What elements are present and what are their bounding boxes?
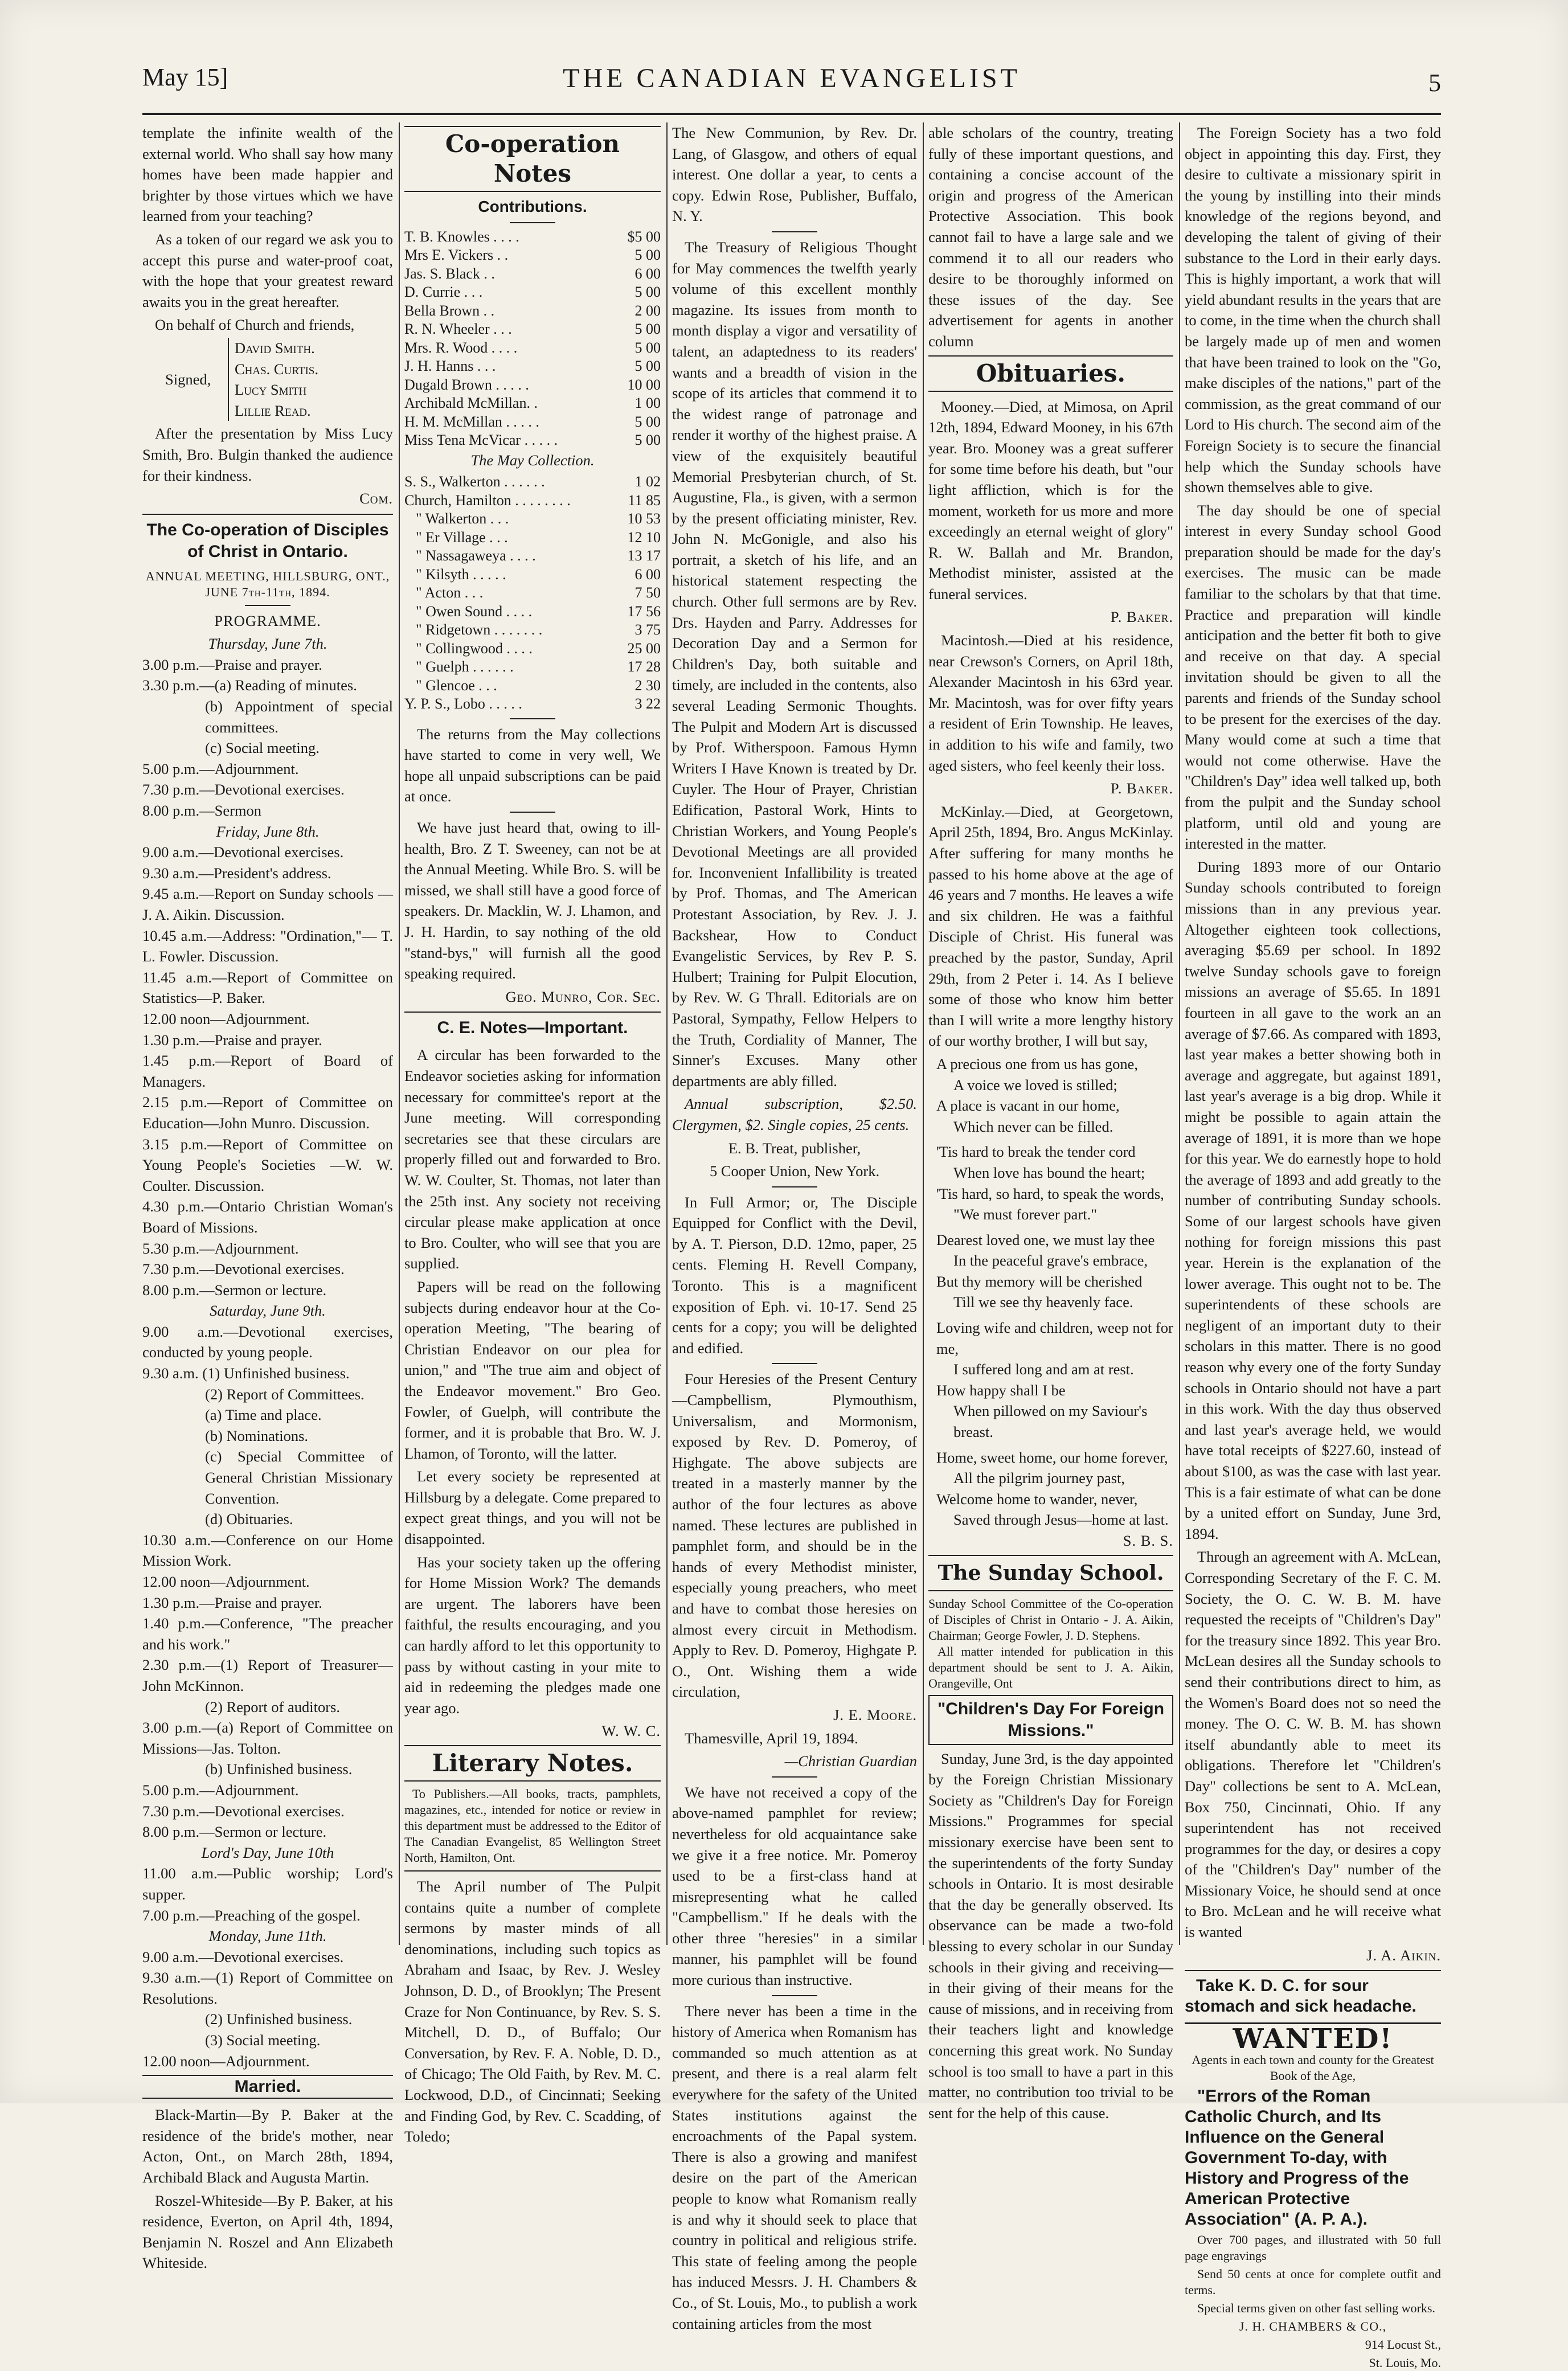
programme-item: (2) Report of Committees. [205,1385,365,1403]
signature: Geo. Munro, Cor. Sec. [505,988,661,1005]
table-row [404,473,661,492]
name-cell: " Glencoe . . . [416,677,497,694]
amount-cell: 5 00 [634,358,661,375]
table-row [404,376,661,395]
programme-item: (b) Nominations. [205,1427,309,1444]
day-heading: Monday, June 11th. [208,1927,327,1945]
amount-cell: 11 85 [628,492,661,509]
programme-item: (c) Social meeting. [205,739,320,757]
programme-item: 9.00 a.m.—Devotional exercises, conducted by young people. [142,1322,393,1361]
programme-item: 7.30 p.m.—Devotional exercises. [142,781,345,798]
signature: W. W. C. [601,1722,661,1740]
page-number: 5 [1428,69,1441,97]
amount-cell: 7 50 [634,584,661,601]
paragraph: Roszel-Whiteside—By P. Baker, at his residence, Everton, on April 4th, 1894, Benjamin N. Roszel and Ann Elizabeth Whiteside. [142,2192,393,2272]
page-header [142,63,1441,108]
paragraph: Mooney.—Died, at Mimosa, on April 12th, 1894, Edward Mooney, in his 67th year. Bro. Mooney was a great sufferer for some time before his death, but "our light affliction, which is for the moment, worketh for us more and more exceedingly an eternal weight of glory" R. W. Ballah and Mr. Brandon, Methodist minister, assisted at the funeral services. [928,398,1173,603]
kdc-ad: Take K. D. C. for sour stomach and sick headache. [1185,1976,1416,2016]
signer: Chas. Curtis. [235,360,318,378]
rule [510,812,555,813]
name-cell: " Kilsyth . . . . . [416,566,506,583]
table-row [404,640,661,658]
name-cell: " Acton . . . [416,584,484,601]
programme-item: 8.00 p.m.—Sermon or lecture. [142,1823,327,1841]
programme-item: 2.30 p.m.—(1) Report of Treasurer— John McKinnon. [142,1656,393,1694]
contributions-table [404,228,661,450]
poem-line: Home, sweet home, our home forever, [936,1448,1168,1466]
name-cell: J. H. Hanns . . . [404,358,496,375]
name-cell: " Nassagaweya . . . . [416,547,536,564]
paragraph: Through an agreement with A. McLean, Corresponding Secretary of the F. C. M. Society, the O. C. W. B. M. have requested the receipts of "Children's Day" for the treasury since 1892. This year Bro. McLean desires all the Sunday schools to send their contributions direct to him, as the Women's Board does not so need the money. The O. C. W. B. M. has shown itself abundantly able to meet its obligations. Therefore let "Children's Day" collections be sent to A. McLean, Box 750, Cincinnati, Ohio. If any superintendent has not received programmes for the day, or desires a copy of the "Children's Day" number of the Missionary Voice, he should send at once to Bro. McLean and he will receive what is wanted [1185,1548,1441,1941]
paragraph: The day should be one of special interest in every Sunday school Good preparation should be made for the day's exercises. The music can be made familiar to the scholars by that that time. Practice and preparation will kindle anticipation and the better fit both to give and receive on that day. A special invitation should be given to all the parents and friends of the Sunday school to be present for the exercises of the day. Many would come at such a time that would not come otherwise. Have the "Children's Day" idea well talked up, both from the pulpit and the Sunday school platform, until old and young are interested in the matter. [1185,501,1441,853]
programme-item: 3.15 p.m.—Report of Committee on Young People's Societies —W. W. Coulter. Discussion. [142,1135,393,1194]
amount-cell: 17 28 [627,658,661,675]
name-cell: D. Currie . . . [404,284,483,301]
name-cell: Y. P. S., Lobo . . . . . [404,695,522,712]
programme-item: 9.30 a.m. (1) Unfinished business. [142,1365,350,1382]
sub-heading: The May Collection. [470,451,595,469]
programme-item: 7.00 p.m.—Preaching of the gospel. [142,1906,361,1924]
programme-item: 9.00 a.m.—Devotional exercises. [142,1948,344,1965]
programme-item: 10.30 a.m.—Conference on our Home Mission Work. [142,1531,393,1570]
poem-line: How happy shall I be [936,1381,1066,1399]
programme-item: 1.45 p.m.—Report of Board of Managers. [142,1052,393,1090]
column-1 [142,122,393,2272]
paragraph: Black-Martin—By P. Baker at the residence of the bride's mother, near Acton, Ont., on March 28th, 1894, Archibald Black and Augusta Martin. [142,2106,393,2186]
programme-item: 9.00 a.m.—Devotional exercises. [142,843,344,861]
poem-line: When love has bound the heart; [953,1164,1145,1181]
amount-cell: 5 00 [634,284,661,301]
amount-cell: 5 00 [634,321,661,338]
name-cell: Mrs E. Vickers . . [404,247,509,264]
amount-cell: 2 30 [634,677,661,694]
programme-item: (2) Report of auditors. [205,1698,340,1715]
programme-item: 5.00 p.m.—Adjournment. [142,1781,299,1799]
amount-cell: 5 00 [634,339,661,356]
signature: P. Baker. [1110,608,1173,626]
programme-item: 8.00 p.m.—Sermon or lecture. [142,1281,327,1299]
table-row [404,529,661,547]
column-divider [666,122,668,1945]
table-row [404,603,661,621]
poem-line: A precious one from us has gone, [936,1055,1138,1072]
table-row [404,566,661,584]
source: —Christian Guardian [784,1752,917,1770]
committee-text: Sunday School Committee of the Co-operation of Disciples of Christ in Ontario - J. A. Aikin, Chairman; George Fowler, J. D. Stephens. [928,1596,1173,1643]
table-row [404,621,661,640]
rule [772,1776,817,1778]
poem-line: Welcome home to wander, never, [936,1490,1138,1508]
paragraph: A circular has been forwarded to the Endeavor societies asking for information necessary for committee's report at the June meeting. Will corresponding secretaries see that these circulars are properly filled out and forwarded to Bro. W. W. Coulter, St. Thomas, not later than the 25th inst. Any society not receiving circular please make application at once to Bro. Coulter, who will see that you are supplied. [404,1046,661,1272]
signer: David Smith. [235,339,315,357]
place-date: Thamesville, April 19, 1894. [685,1729,858,1747]
ad-line: Over 700 pages, and illustrated with 50 full page engravings [1185,2232,1441,2263]
programme-item: 12.00 noon—Adjournment. [142,1573,310,1590]
rule [404,1012,661,1013]
poem-line: When pillowed on my Saviour's breast. [953,1402,1148,1441]
poem [928,1054,1173,1530]
amount-cell: 1 02 [634,473,661,490]
amount-cell: 5 00 [634,247,661,264]
rule [245,605,290,606]
paragraph: We have just heard that, owing to ill-health, Bro. Z T. Sweeney, can not be at the Annual Meeting. While Bro. S. will be missed, we shall still have a good force of speakers. Dr. Macklin, W. J. Lhamon, and J. H. Hardin, to say nothing of the old "stand-bys," will furnish all the good speaking required. [404,819,661,982]
name-cell: Mrs. R. Wood . . . . [404,339,518,356]
amount-cell: 25 00 [627,640,661,657]
name-cell: Bella Brown . . [404,302,495,319]
paragraph: The Treasury of Religious Thought for May commences the twelfth yearly volume of this excellent monthly magazine. Its issues from month to month display a vigor and versatility of talent, an adaptedness to its readers' wants and a breadth of vision in the scope of its articles that commend it to the widest range of patronage and render it worthy of the highest praise. A view of the exquisitely beautiful Memorial Presbyterian church, of St. Augustine, Fla., is given, with a sermon by the present officiating minister, Rev. John N. McGonigle, and also his portrait, a sketch of his life, and an historical statement respecting the church. Other full sermons are by Rev. Drs. Hayden and Parry. Addresses for Decoration Day and a Sermon for Children's Day, both suitable and timely, are included in the contents, also several Leading Sermonic Thoughts. The Pulpit and Modern Art is discussed by Prof. Witherspoon. Famous Hymn Writers I Have Known is treated by Dr. Cuyler. The Hour of Prayer, Christian Edification, Pastoral Work, Hints to Christian Workers, and Young People's Devotional Meetings are all provided for. Inconvenient Infallibility is treated by Prof. Thomas, and The American Protestant Association, by Rev. J. J. Backshear, How to Conduct Evangelistic Services, by Rev P. S. Hulbert; Training for Pulpit Elocution, by Rev. W. G Thrall. Editorials are on Pastoral, Sympathy, Fellow Helpers to the Truth, Cordiality of Manner, The Sinner's Excuses. Many other departments are ably filled. [672,238,917,1090]
name-cell: Church, Hamilton . . . . . . . . [404,492,571,509]
column-2 [404,122,661,2145]
paragraph: On behalf of Church and friends, [155,316,355,334]
programme-item: 9.45 a.m.—Report on Sunday schools —J. A. Aikin. Discussion. [142,885,393,923]
poem-line: Which never can be filled. [953,1117,1113,1135]
paragraph: Four Heresies of the Present Century—Campbellism, Plymouthism, Universalism, and Mormonism, exposed by Rev. D. Pomeroy, of Highgate. The above subjects are treated in a masterly manner by the author of the four lectures as above named. These lectures are published in pamphlet form, and should be in the hands of every Methodist minister, especially young preachers, who meet and have to combat those heresies on almost every circuit in Methodism. Apply to Rev. D. Pomeroy, Highgate P. O., Ont. Wishing them a wide circulation, [672,1370,917,1701]
column-divider [1179,122,1180,1945]
column-5 [1185,122,1441,2370]
paragraph: Annual subscription, $2.50. Clergymen, $2. Single copies, 25 cents. [672,1095,917,1133]
programme-item: (a) Time and place. [205,1406,322,1424]
name-cell: " Er Village . . . [416,529,508,546]
ad-address: St. Louis, Mo. [1369,2355,1441,2370]
paragraph: Let every society be represented at Hillsburg by a delegate. Come prepared to expect great things, and you will not be disappointed. [404,1468,661,1548]
table-row [404,658,661,677]
section-heading: Co-operation Notes [404,126,661,192]
programme-item: (3) Social meeting. [205,2032,321,2049]
ad-address: 914 Locust St., [1365,2337,1441,2352]
programme-item: 4.30 p.m.—Ontario Christian Woman's Board of Missions. [142,1198,393,1236]
table-row [404,413,661,432]
rule [1185,1970,1441,1971]
ad-line: Agents in each town and county for the Greatest Book of the Age, [1192,2052,1434,2083]
signature-block [165,338,393,421]
poem-line: 'Tis hard to break the tender cord [936,1143,1136,1161]
amount-cell: 1 00 [634,395,661,412]
name-cell: T. B. Knowles . . . . [404,228,519,245]
ad-line: Special terms given on other fast selling works. [1197,2300,1435,2315]
programme-item: 7.30 p.m.—Devotional exercises. [142,1260,345,1278]
signature: J. A. Aikin. [1366,1946,1441,1964]
poem-line: I suffered long and am at rest. [953,1361,1134,1378]
poem-line: Loving wife and children, weep not for me, [936,1319,1173,1357]
section-heading: The Co-operation of Disciples of Christ in Ontario. [146,520,389,561]
paragraph: Papers will be read on the following subjects during endeavor hour at the Co-operation Meeting, "The bearing of Christian Endeavor on our plea for union," and "The true aim and object of the Endeavor movement." Bro Geo. Fowler, of Guelph, will contribute the former, and it is probable that Bro. W. J. Lhamon, of Toronto, will the latter. [404,1277,661,1462]
table-row [404,510,661,529]
programme-item: 10.45 a.m.—Address: "Ordination,"— T. L. Fowler. Discussion. [142,927,393,965]
section-heading: Obituaries. [928,355,1173,392]
signature: J. E. Moore. [833,1706,917,1723]
table-row [404,492,661,510]
rule [772,1995,817,1996]
signer: Lillie Read. [235,402,311,419]
paragraph: Macintosh.—Died at his residence, near Crewson's Corners, on April 18th, Alexander Macintosh in his 63rd year. Mr. Macintosh, was for over fifty years a resident of Erin Township. He leaves, in addition to his wife and family, two aged sisters, who feel keenly their loss. [928,632,1173,774]
poem-line: Saved through Jesus—home at last. [953,1511,1169,1529]
table-row [404,431,661,450]
paragraph: As a token of our regard we ask you to accept this purse and water-proof coat, with the hope that your greatest reward awaits you in the great hereafter. [142,230,393,310]
meeting-info: ANNUAL MEETING, HILLSBURG, ONT., JUNE 7th-11th, 1894. [145,568,390,599]
programme-item: 1.30 p.m.—Praise and prayer. [142,1594,322,1611]
table-row [404,357,661,376]
poem-line: "We must forever part." [953,1206,1098,1223]
poem-line: Dearest loved one, we must lay thee [936,1231,1155,1248]
programme-item: 8.00 p.m.—Sermon [142,802,262,820]
amount-cell: 6 00 [634,265,661,282]
amount-cell: 10 00 [627,376,661,393]
signature: P. Baker. [1110,780,1173,797]
poem-line: All the pilgrim journey past, [953,1469,1125,1487]
paragraph: McKinlay.—Died, at Georgetown, April 25th, 1894, Bro. Angus McKinlay. After suffering for many months he passed to his home above at the age of 46 years and 7 months. He leaves a wife and six children. He was a faithful Disciple of Christ. His funeral was preached by the pastor, Sunday, April 29th, from 2 Peter i. 14. As I believe some of those who know him better than I will write a more lengthy history of our worthy brother, I will but say, [928,802,1173,1050]
rule [772,1363,817,1364]
amount-cell: 12 10 [627,529,661,546]
paragraph: During 1893 more of our Ontario Sunday schools contributed to foreign missions than in any previous year. Altogether eighteen took collections, averaging $5.69 per school. In 1892 twelve Sunday schools gave to foreign missions an average of $5.65. In 1891 fourteen in all gave to the work an an average of $7.66. As compared with 1893, last year makes a better showing both in average and aggregate, but against 1891, last year's average is a big drop. While it might be possible to again attain the average of 1891, it is more than we hope for this year. We do earnestly hope to hold the average of 1893 and add greatly to the number of contributing Sunday schools. Some of our largest schools have given nothing for foreign missions this past year. Herein is the explanation of the lower average. This ought not to be. The superintendents of these schools are negligent of an important duty to their scholars in this matter. There is no good reason why every one of the forty Sunday schools in Ontario should not have a part in this work. With the day thus observed and last year's average held, we would have total receipts of $227.60, instead of about $100, as was the case with last year. This is a fair estimate of what can be done by a united effort on Sunday, June 3rd, 1894. [1185,858,1441,1542]
issue-date: May 15] [142,63,228,91]
amount-cell: 2 00 [634,302,661,319]
poem-line: But thy memory will be cherished [936,1272,1143,1290]
column-3 [672,122,917,2332]
table-row [404,677,661,695]
rule [510,222,555,223]
programme-item: 12.00 noon—Adjournment. [142,2052,310,2070]
section-heading: The Sunday School. [928,1555,1173,1591]
name-cell: Jas. S. Black . . [404,265,495,282]
committee-notice [928,1596,1173,1692]
day-heading: Saturday, June 9th. [210,1302,326,1320]
table-row [404,265,661,284]
column-4 [928,122,1173,2122]
amount-cell: 10 53 [627,510,661,527]
paragraph: Has your society taken up the offering for Home Mission Work? The demands are urgent. The laborers have been faithful, the results encouraging, and you can hardly afford to let this opportunity to pass by without casting in your mite to aid in redeeming the pledges made one year ago. [404,1553,661,1717]
amount-cell: 5 00 [634,413,661,430]
signature: Com. [359,490,393,507]
amount-cell: 5 00 [634,432,661,449]
column-divider [399,122,400,1945]
rule [142,514,393,515]
programme-item: 11.45 a.m.—Report of Committee on Statistics—P. Baker. [142,968,393,1007]
programme [142,633,393,2071]
programme-item: 3.00 p.m.—(a) Report of Committee on Missions—Jas. Tolton. [142,1719,393,1757]
section-heading: Literary Notes. [404,1745,661,1782]
rule [510,718,555,719]
amount-cell: 6 00 [634,566,661,583]
committee-text: All matter intended for publication in this department should be sent to J. A. Aikin, Orangeville, Ont [928,1644,1173,1690]
name-cell: S. S., Walkerton . . . . . . [404,473,545,490]
name-cell: Miss Tena McVicar . . . . . [404,432,558,449]
signer: Lucy Smith [235,381,307,399]
name-cell: " Guelph . . . . . . [416,658,514,675]
day-heading: Friday, June 8th. [216,822,320,840]
paragraph: In Full Armor; or, The Disciple Equipped for Conflict with the Devil, by A. T. Pierson, D.D. 12mo, paper, 25 cents. Fleming H. Revell Company, Toronto. This is a magnificent exposition of Eph. vi. 10-17. Send 25 cents for a copy; you will be delighted and edified. [672,1193,917,1357]
publishers-notice: To Publishers.—All books, tracts, pamphlets, magazines, etc., intended for notice or review in this department must be addressed to the Editor of The Canadian Evangelist, 85 Wellington Street North, Hamilton, Ont. [404,1787,661,1865]
signers [228,338,318,421]
paragraph: The April number of The Pulpit contains quite a number of complete sermons by master minds of all denominations, including such topics as Abraham and Isaac, by Rev. J. Wesley Johnson, D. D., of Brooklyn; The Present Craze for Non Continuance, by Rev. S. S. Mitchell, D. D., of Buffalo; Our Conversation, by Rev. F. A. Noble, D. D., of Chicago; The Old Faith, by Rev. M. C. Lockwood, D.D., of Cincinnati; Seeking and Finding God, by Rev. C. Scadding, of Toledo; [404,1878,661,2145]
name-cell: " Walkerton . . . [416,510,509,527]
table-row [404,547,661,566]
programme-label: PROGRAMME. [214,612,321,629]
table-row [404,302,661,321]
paragraph: Sunday, June 3rd, is the day appointed by the Foreign Christian Missionary Society as "Children's Day for Foreign Missions." Programmes for special missionary exercise have been sent to the superintendents of the forty Sunday schools in Ontario. It is most desirable that the day be generally observed. Its observance can be made a two-fold blessing to every scholar in our Sunday schools in their giving and receiving—in their giving of their means for the cause of missions, and in receiving from their teachers light and knowledge concerning this great work. No Sunday school is too small to have a part in this matter, no contribution too trivial to be sent for the help of this cause. [928,1750,1173,2122]
table-row [404,320,661,339]
poem-line: Till we see thy heavenly face. [953,1293,1133,1311]
signature: S. B. S. [1123,1532,1173,1549]
amount-cell: 3 75 [634,621,661,638]
paragraph: template the infinite wealth of the external world. Who shall say how many homes have been made happier and brighter by those virtues which we have learned from your teaching? [142,124,393,225]
amount-cell: 3 22 [634,695,661,712]
poem-line: A voice we loved is stilled; [953,1076,1117,1094]
programme-item: (d) Obituaries. [205,1510,293,1528]
programme-item: 2.15 p.m.—Report of Committee on Education—John Munro. Discussion. [142,1094,393,1132]
programme-item: (2) Unfinished business. [205,2010,353,2028]
poem-line: 'Tis hard, so hard, to speak the words, [936,1185,1164,1202]
ad-title: "Errors of the Roman Catholic Church, and Its Influence on the General Government To-day, with History and Progress of the American Protective Association" (A. P. A.). [1185,2086,1409,2229]
publisher-line: E. B. Treat, publisher, [728,1139,861,1157]
table-row [404,394,661,413]
table-row [404,339,661,358]
programme-item: (b) Unfinished business. [205,1760,353,1778]
name-cell: Archibald McMillan. . [404,395,538,412]
sub-heading: Contributions. [478,198,587,215]
masthead: THE CANADIAN EVANGELIST [563,63,1021,93]
table-row [404,695,661,714]
table-row [404,283,661,302]
programme-item: 11.00 a.m.—Public worship; Lord's supper. [142,1865,393,1903]
programme-item: 9.30 a.m.—President's address. [142,864,331,882]
name-cell: " Ridgetown . . . . . . . [416,621,543,638]
programme-item: 1.40 p.m.—Conference, "The preacher and his work." [142,1615,393,1653]
programme-item: (c) Special Committee of General Christian Missionary Convention. [205,1448,393,1507]
amount-cell: 13 17 [627,547,661,564]
signed-label: Signed, [165,370,211,388]
programme-item: 9.30 a.m.—(1) Report of Committee on Resolutions. [142,1969,393,2007]
programme-item: 1.30 p.m.—Praise and prayer. [142,1031,322,1049]
section-heading: "Children's Day For Foreign Missions." [928,1695,1173,1745]
table-row [404,584,661,603]
paragraph: The New Communion, by Rev. Dr. Lang, of Glasgow, and others of equal interest. One dollar a year, to cents a copy. Edwin Rose, Publisher, Buffalo, N. Y. [672,124,917,225]
day-heading: Lord's Day, June 10th [201,1844,334,1861]
programme-item: (b) Appointment of special committees. [205,698,393,736]
rule [772,1186,817,1187]
paragraph: After the presentation by Miss Lucy Smith, Bro. Bulgin thanked the audience for their kindness. [142,425,393,484]
paragraph: The Foreign Society has a two fold object in appointing this day. First, they desire to cultivate a missionary spirit in the young by instilling into their minds knowledge of the regions beyond, and developing the talent of giving of their substance to the Lord in their early days. This is highly important, a work that will yield abundant results in the years that are to come, in the time when the church shall be largely made up of men and women that have been trained to look on the "Go, make disciples of the nations," part of the commission, as the great command of our Lord to His church. The second aim of the Foreign Society is to secure the financial help which the Sunday schools have shown themselves able to give. [1185,124,1441,496]
name-cell: " Collingwood . . . . [416,640,533,657]
programme-item: 12.00 noon—Adjournment. [142,1010,310,1027]
programme-item: 7.30 p.m.—Devotional exercises. [142,1802,345,1820]
table-row [404,246,661,265]
day-heading: Thursday, June 7th. [208,635,327,653]
paragraph: There never has been a time in the history of America when Romanism has commanded so much attention as at present, and there is a real alarm felt everywhere for the safety of the United States institutions against the encroachments of the Papal system. There is also a growing and manifest desire on the part of the American people to know what Romanism really is and why it should seek to place that country in political and religious strife. This state of feeling among the people has induced Messrs. J. H. Chambers & Co., of St. Louis, Mo., to publish a work containing articles from the most [672,2002,917,2332]
ad-line: Send 50 cents at once for complete outfit and terms. [1185,2266,1441,2297]
amount-cell: 17 56 [627,603,661,620]
paragraph: able scholars of the country, treating fully of these important questions, and containing a concise account of the origin and progress of the American Protective Association. This book cannot fail to have a large sale and we commend it to all our readers who desire to be thoroughly informed on these issues of the day. See advertisement for agents in another column [928,124,1173,350]
may-collection-table [404,473,661,714]
name-cell: " Owen Sound . . . . [416,603,533,620]
name-cell: Dugald Brown . . . . . [404,376,529,393]
section-heading: Married. [142,2075,393,2099]
ad-publisher: J. H. CHAMBERS & CO., [1239,2319,1387,2333]
section-heading: C. E. Notes—Important. [437,1018,628,1038]
poem-line: In the peaceful grave's embrace, [953,1252,1148,1270]
programme-item: 5.00 p.m.—Adjournment. [142,760,299,777]
name-cell: H. M. McMillan . . . . . [404,413,539,430]
programme-item: 3.00 p.m.—Praise and prayer. [142,656,322,673]
header-rule [142,113,1441,115]
paragraph: We have not received a copy of the above-named pamphlet for review; nevertheless for old acquaintance sake we give it a free notice. Mr. Pomeroy used to be a first-class hand at misrepresenting what he called "Campbellism." If he deals with the other three "heresies" in a similar manner, his pamphlet will be found more curious than instructive. [672,1783,917,1989]
poem-line: A place is vacant in our home, [936,1097,1120,1115]
rule [772,231,817,232]
paragraph: The returns from the May collections have started to come in very well, We hope all unpaid subscriptions can be paid at once. [404,725,661,805]
wanted-heading: WANTED! [1185,2022,1441,2050]
publisher-line: 5 Cooper Union, New York. [709,1162,880,1180]
amount-cell: $5 00 [627,228,661,245]
programme-item: 5.30 p.m.—Adjournment. [142,1239,299,1257]
column-divider [923,122,924,1945]
table-row [404,228,661,247]
name-cell: R. N. Wheeler . . . [404,321,512,338]
rule [404,1870,661,1872]
programme-item: 3.30 p.m.—(a) Reading of minutes. [142,677,357,694]
